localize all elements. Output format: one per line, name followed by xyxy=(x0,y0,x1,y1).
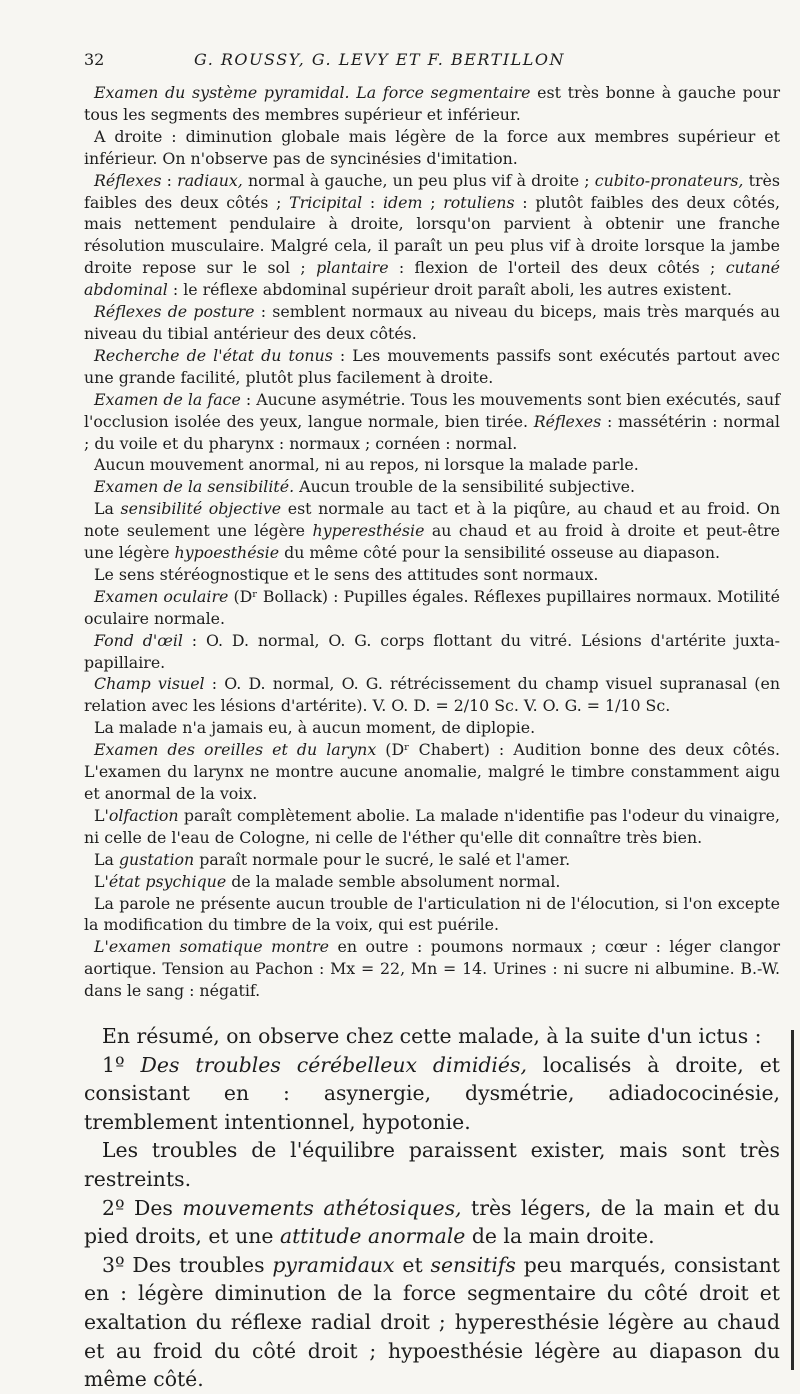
text-run: est très bonne à gauche pour tous les segments des membres supérieur et inférieur. xyxy=(84,83,780,124)
text-run: Aucun mouvement anormal, ni au repos, ni lorsque la malade parle. xyxy=(94,455,639,475)
italic-text: rotuliens xyxy=(443,192,515,212)
observation-paragraph xyxy=(84,805,780,849)
page-header xyxy=(84,50,780,82)
text-run: de la malade semble absolument normal. xyxy=(226,871,561,891)
text-run: : O. D. normal, O. G. corps flottant du vitré. Lésions d'artérite juxta-papillaire. xyxy=(84,630,780,672)
page-number: 32 xyxy=(84,50,105,69)
observation-paragraph xyxy=(84,389,780,455)
text-run: paraît normale pour le sucré, le salé et l'amer. xyxy=(194,849,571,869)
text-run: : xyxy=(161,170,178,190)
observation-paragraph xyxy=(84,345,780,389)
italic-text: pyramidaux xyxy=(272,1252,395,1277)
text-run: 3º Des troubles xyxy=(102,1252,273,1277)
italic-text: Réflexes xyxy=(533,411,602,431)
italic-text: Réflexes de posture xyxy=(94,302,255,322)
observation-paragraph xyxy=(84,630,780,674)
text-run: (Dʳ Chabert) : Audition bonne des deux côtés. L'examen du larynx ne montre aucune anomalie, malgré le timbre constamment aigu et anormal de la voix. xyxy=(84,740,780,803)
summary-paragraph xyxy=(84,1051,780,1137)
italic-text: Tricipital xyxy=(289,192,363,212)
text-run: et xyxy=(394,1252,431,1277)
running-title: G. ROUSSY, G. LEVY ET F. BERTILLON xyxy=(194,50,566,69)
italic-text: Réflexes xyxy=(94,170,162,190)
text-run: : Aucune asymétrie. Tous les mouvements sont bien exécutés, sauf l'occlusion isolée des yeux, langue normale, bien tirée. xyxy=(84,389,780,431)
italic-text: Examen oculaire xyxy=(94,586,229,606)
italic-text: cutané abdominal xyxy=(84,258,780,300)
italic-text: L'examen somatique montre xyxy=(94,937,329,957)
observation-paragraph xyxy=(84,849,780,871)
text-run: : le réflexe abdominal supérieur droit paraît aboli, les autres existent. xyxy=(167,280,732,300)
observation-paragraph xyxy=(84,170,780,301)
text-run: Les troubles de l'équilibre paraissent exister, mais sont très restreints. xyxy=(84,1138,780,1192)
observation-paragraph xyxy=(84,586,780,630)
observation-paragraph xyxy=(84,673,780,717)
text-run: En résumé, on observe chez cette malade, à la suite d'un ictus : xyxy=(102,1024,762,1049)
text-run: normal à gauche, un peu plus vif à droite ; xyxy=(242,170,595,190)
summary-paragraph xyxy=(84,1136,780,1193)
italic-text: Examen de la face xyxy=(94,389,241,409)
observation-paragraph xyxy=(84,454,780,476)
summary-paragraph xyxy=(84,1022,780,1051)
text-run: : massétérin : normal ; du voile et du pharynx : normaux ; cornéen : normal. xyxy=(84,411,780,453)
italic-text: Fond d'œil xyxy=(94,630,183,650)
text-run: en outre : poumons normaux ; cœur : léger clangor aortique. Tension au Pachon : Mx = 22, Mn = 14. Urines : ni sucre ni albumine. B.-W. dans le sang : négatif. xyxy=(84,937,780,1001)
text-run: : semblent normaux au niveau du biceps, mais très marqués au niveau du tibial antérieur des deux côtés. xyxy=(84,302,780,343)
case-observation-text xyxy=(84,82,780,1002)
text-run: très légers, de la main et du pied droits, et une xyxy=(84,1195,780,1249)
scan-edge-mark xyxy=(791,1030,794,1370)
observation-paragraph xyxy=(84,871,780,893)
text-run: La xyxy=(94,499,121,519)
observation-paragraph xyxy=(84,82,780,126)
summary-paragraph xyxy=(84,1251,780,1394)
italic-text: Des troubles cérébelleux dimidiés, xyxy=(140,1052,527,1077)
text-run: de la main droite. xyxy=(465,1224,655,1249)
summary-paragraph xyxy=(84,1194,780,1251)
italic-text: état psychique xyxy=(108,871,227,891)
text-run: est normale au tact et à la piqûre, au chaud et au froid. On note seulement une légère xyxy=(84,499,780,541)
text-run: Aucun trouble de la sensibilité subjective. xyxy=(294,477,636,497)
text-run: (Dʳ Bollack) : Pupilles égales. Réflexes pupillaires normaux. Motilité oculaire normale. xyxy=(84,586,780,628)
italic-text: plantaire xyxy=(316,258,389,278)
text-run: : xyxy=(362,192,383,212)
italic-text: radiaux, xyxy=(177,170,243,190)
text-run: très faibles des deux côtés ; xyxy=(84,170,780,212)
text-run: au chaud et au froid à droite et peut-être une légère xyxy=(84,521,780,563)
text-run: L' xyxy=(94,805,109,825)
summary-text xyxy=(84,1022,780,1394)
observation-paragraph xyxy=(84,936,780,1002)
italic-text: olfaction xyxy=(108,805,179,825)
text-run: 1º xyxy=(102,1052,141,1077)
italic-text: attitude anormale xyxy=(279,1224,466,1249)
italic-text: gustation xyxy=(118,849,195,869)
text-run: ; xyxy=(422,192,444,212)
italic-text: sensitifs xyxy=(430,1252,516,1277)
text-run: A droite : diminution globale mais légère de la force aux membres supérieur et inférieur. On n'observe pas de syncinésies d'imitation. xyxy=(84,126,780,168)
italic-text: idem xyxy=(382,192,423,212)
text-run: paraît complètement abolie. La malade n'identifie pas l'odeur du vinaigre, ni celle de l'eau de Cologne, ni celle de l'éther qu'elle dit connaître très bien. xyxy=(84,805,780,847)
italic-text: hyperesthésie xyxy=(312,521,425,541)
italic-text: cubito-pronateurs, xyxy=(594,170,744,190)
text-run: : flexion de l'orteil des deux côtés ; xyxy=(388,258,726,278)
observation-paragraph xyxy=(84,301,780,345)
italic-text: Champ visuel xyxy=(94,674,205,694)
observation-paragraph xyxy=(84,498,780,564)
text-run: La malade n'a jamais eu, à aucun moment, de diplopie. xyxy=(94,718,536,738)
observation-paragraph xyxy=(84,476,780,498)
text-run: : O. D. normal, O. G. rétrécissement du champ visuel supranasal (en relation avec les lésions d'artérite). V. O. D. = 2/10 Sc. V. O. G. = 1/10 Sc. xyxy=(84,674,780,716)
text-run: La parole ne présente aucun trouble de l'articulation ni de l'élocution, si l'on excepte la modification du timbre de la voix, qui est puérile. xyxy=(84,893,780,935)
italic-text: Examen de la sensibilité. xyxy=(94,477,295,497)
italic-text: Examen du système pyramidal. La force segmentaire xyxy=(94,83,531,102)
observation-paragraph xyxy=(84,126,780,170)
italic-text: sensibilité objective xyxy=(120,499,282,519)
observation-paragraph xyxy=(84,739,780,805)
text-run: localisés à droite, et consistant en : asynergie, dysmétrie, adiadococinésie, tremblement intentionnel, hypotonie. xyxy=(84,1052,780,1134)
italic-text: Recherche de l'état du tonus xyxy=(94,345,333,365)
text-run: peu marqués, consistant en : légère diminution de la force segmentaire du côté droit et exaltation du réflexe radial droit ; hyperesthésie légère au chaud et au froid du côté droit ; hypoesthésie légère au diapason du même côté. xyxy=(84,1252,780,1392)
text-run: : Les mouvements passifs sont exécutés partout avec une grande facilité, plutôt plus facilement à droite. xyxy=(84,345,780,387)
observation-paragraph xyxy=(84,893,780,937)
italic-text: hypoesthésie xyxy=(174,543,280,563)
text-run: 2º Des xyxy=(102,1195,183,1220)
observation-paragraph xyxy=(84,564,780,586)
text-run: Le sens stéréognostique et le sens des attitudes sont normaux. xyxy=(94,564,599,584)
text-run: L' xyxy=(94,871,109,891)
italic-text: Examen des oreilles et du larynx xyxy=(94,740,377,760)
italic-text: mouvements athétosiques, xyxy=(182,1195,462,1220)
text-run: : plutôt faibles des deux côtés, mais nettement pendulaire à droite, lorsqu'on parvient à obtenir une franche résolution musculaire. Malgré cela, il paraît un peu plus vif à droite lorsque la jambe droite repose sur le sol ; xyxy=(84,192,781,278)
observation-paragraph xyxy=(84,717,780,739)
text-run: La xyxy=(94,849,119,869)
text-run: du même côté pour la sensibilité osseuse au diapason. xyxy=(279,543,721,563)
